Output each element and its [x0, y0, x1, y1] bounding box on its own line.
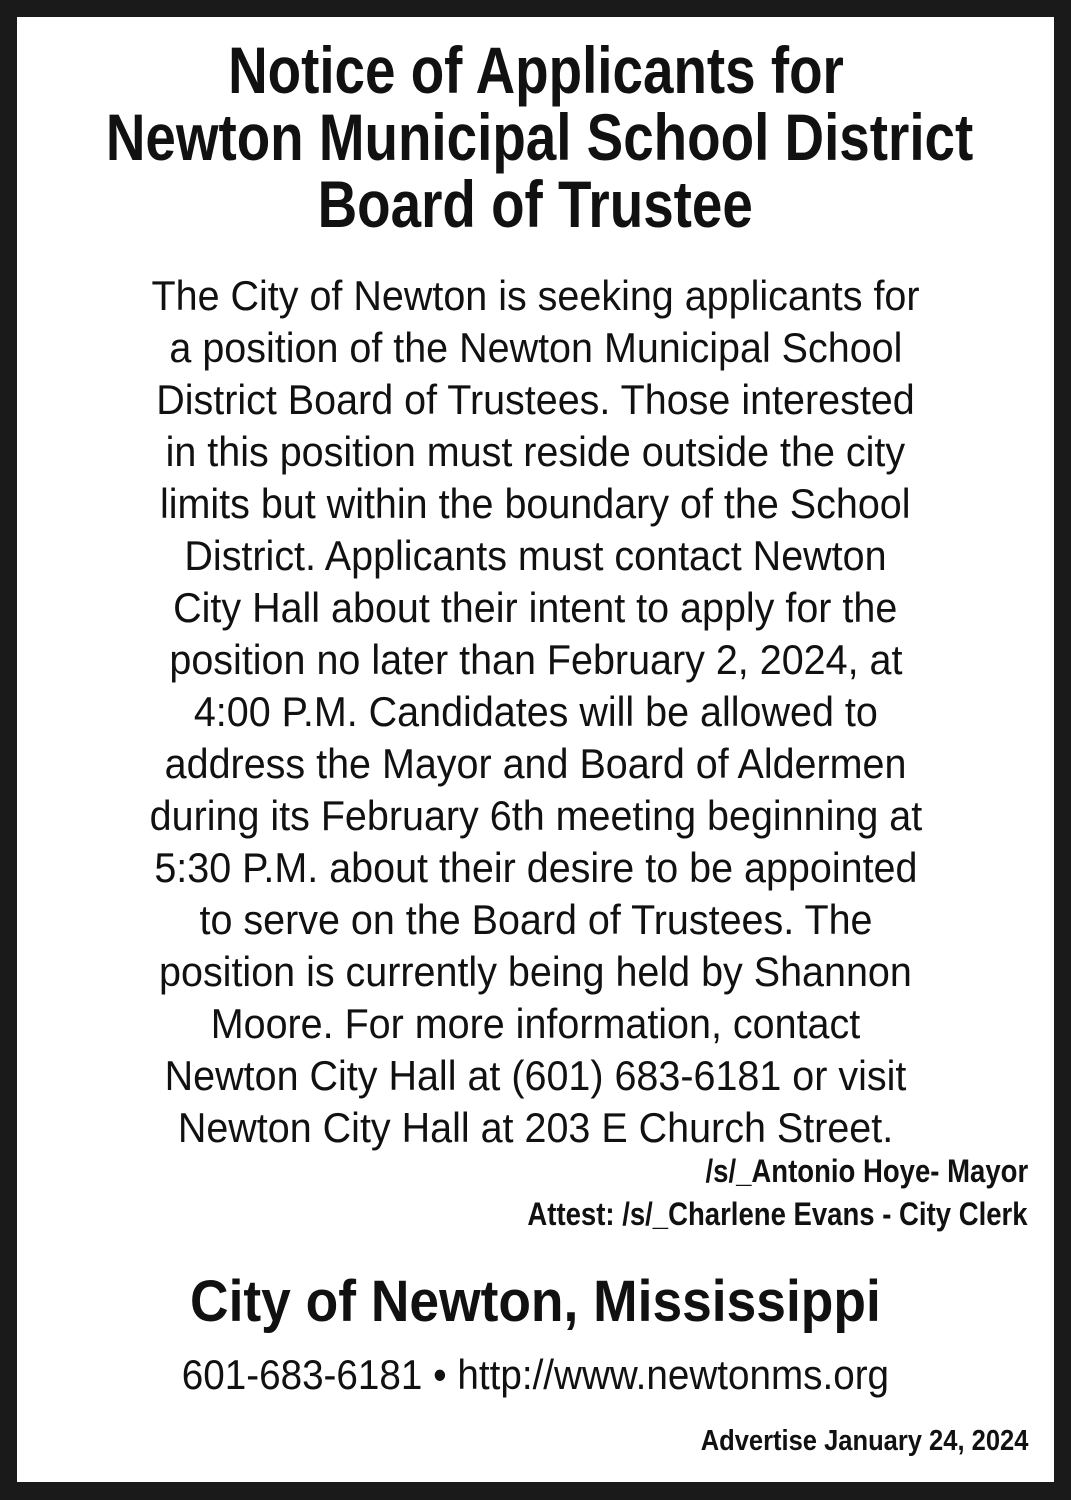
- advertise-date: [0, 1427, 1028, 1456]
- body-line: [17, 1104, 1054, 1151]
- body-text: during its February 6th meeting beginning at: [149, 792, 922, 839]
- notice-title-text: Newton Municipal School District: [105, 100, 974, 174]
- body-text: The City of Newton is seeking applicants for: [151, 272, 920, 319]
- clerk-attestation: [0, 1198, 1028, 1230]
- notice-title-line-3: [17, 167, 1054, 241]
- body-text: to serve on the Board of Trustees. The: [198, 896, 873, 943]
- mayor-signature: [0, 1155, 1028, 1187]
- city-name-heading: [17, 1269, 1054, 1334]
- body-text: in this position must reside outside the city: [165, 428, 906, 475]
- body-text: Newton City Hall at 203 E Church Street.: [177, 1104, 894, 1151]
- body-line: [17, 376, 1054, 423]
- body-line: [17, 1000, 1054, 1047]
- contact-text: 601-683-6181 • http://www.newtonms.org: [181, 1351, 890, 1398]
- body-line: [17, 948, 1054, 995]
- body-line: [17, 480, 1054, 527]
- body-text: address the Mayor and Board of Aldermen: [164, 740, 907, 787]
- notice-title-line-2: [17, 100, 1054, 174]
- city-name-text: City of Newton, Mississippi: [190, 1269, 881, 1334]
- signature-text: Attest: /s/_Charlene Evans - City Clerk: [527, 1196, 1028, 1232]
- body-line: [17, 1052, 1054, 1099]
- signature-text: /s/_Antonio Hoye- Mayor: [705, 1153, 1028, 1189]
- body-line: [17, 896, 1054, 943]
- contact-line: [17, 1351, 1054, 1398]
- body-text: Moore. For more information, contact: [210, 1000, 861, 1047]
- body-line: [17, 792, 1054, 839]
- public-notice: [17, 17, 1054, 1482]
- body-text: Newton City Hall at (601) 683-6181 or visit: [164, 1052, 907, 1099]
- body-line: [17, 636, 1054, 683]
- body-line: [17, 428, 1054, 475]
- body-text: District. Applicants must contact Newton: [184, 532, 887, 579]
- body-line: [17, 324, 1054, 371]
- notice-title-text: Notice of Applicants for: [227, 33, 844, 107]
- body-line: [17, 740, 1054, 787]
- body-text: 5:30 P.M. about their desire to be appointed: [153, 844, 918, 891]
- body-text: City Hall about their intent to apply for the: [173, 584, 898, 631]
- body-text: position no later than February 2, 2024, at: [168, 636, 903, 683]
- body-line: [17, 584, 1054, 631]
- notice-title-line-1: [17, 33, 1054, 107]
- body-text: a position of the Newton Municipal School: [168, 324, 902, 371]
- advertise-date-text: Advertise January 24, 2024: [700, 1425, 1028, 1457]
- body-line: [17, 272, 1054, 319]
- body-text: 4:00 P.M. Candidates will be allowed to: [193, 688, 878, 735]
- body-line: [17, 532, 1054, 579]
- body-line: [17, 688, 1054, 735]
- body-text: District Board of Trustees. Those interested: [156, 376, 915, 423]
- body-text: limits but within the boundary of the School: [160, 480, 911, 527]
- body-text: position is currently being held by Shannon: [159, 948, 912, 995]
- notice-title-text: Board of Trustee: [317, 167, 754, 241]
- body-line: [17, 844, 1054, 891]
